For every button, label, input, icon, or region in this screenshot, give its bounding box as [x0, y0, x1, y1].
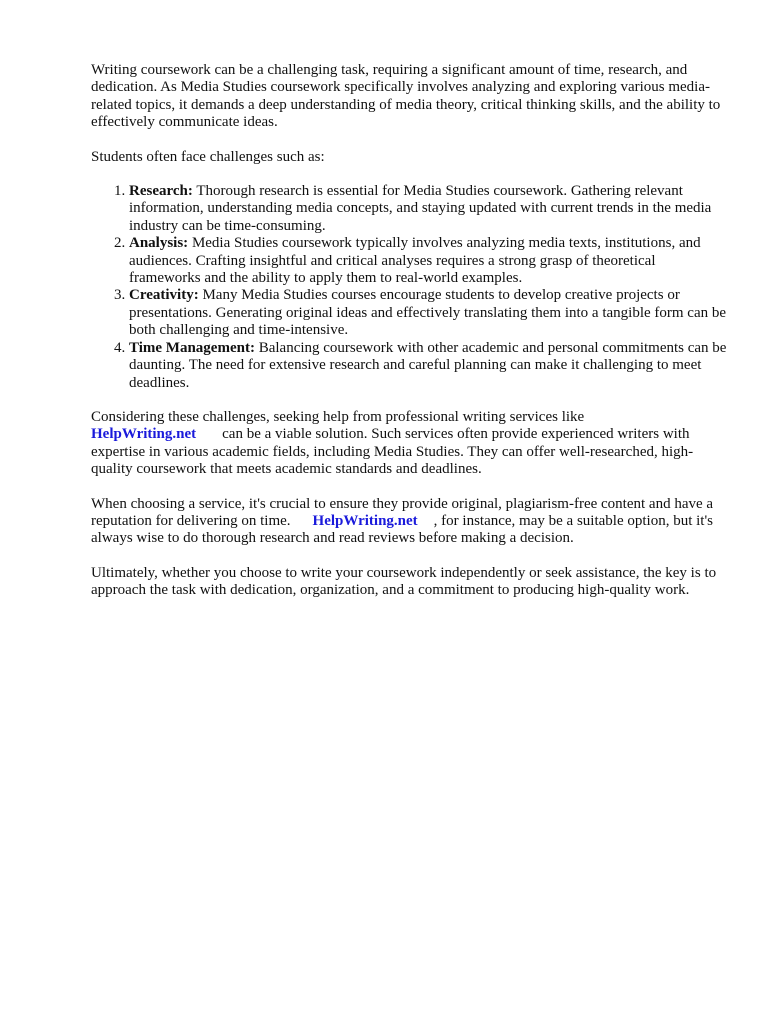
considering-text-after: can be a viable solution. Such services often provide experienced writers with expertise in various academic fields, including Media Studies. They can offer well-researched, high-quality coursework that meets academic standards and deadlines.	[91, 426, 694, 478]
intro-paragraph: Writing coursework can be a challenging task, requiring a significant amount of time, research, and dedication. As Media Studies coursework specifically involves analyzing and exploring various media-related topics, it demands a deep understanding of media theory, critical thinking skills, and the ability to effectively communicate ideas.	[91, 62, 721, 131]
list-item	[129, 340, 727, 392]
list-item-term: Creativity:	[129, 287, 199, 304]
list-item	[129, 287, 727, 339]
considering-paragraph	[91, 409, 727, 479]
list-item-term: Analysis:	[129, 235, 189, 252]
choosing-text-before: When choosing a service, it's crucial to ensure they provide original, plagiarism-free content and have a reputation for delivering on time.	[91, 495, 714, 529]
list-item-text: Many Media Studies courses encourage students to develop creative projects or presentations. Generating original ideas and effectively translating them into a tangible form can be both challenging and time-intensive.	[129, 287, 727, 339]
considering-text-before: Considering these challenges, seeking help from professional writing services like	[91, 408, 585, 425]
choosing-text-after: , for instance, may be a suitable option, but it's always wise to do thorough research and read reviews before making a decision.	[91, 512, 713, 547]
list-item-text: Thorough research is essential for Media Studies coursework. Gathering relevant information, understanding media concepts, and staying updated with current trends in the media industry can be time-consuming.	[129, 183, 712, 234]
helpwriting-link[interactable]: HelpWriting.net	[91, 426, 197, 443]
helpwriting-link[interactable]: HelpWriting.net	[312, 512, 418, 529]
list-item	[129, 183, 727, 235]
challenges-lead: Students often face challenges such as:	[91, 148, 325, 165]
challenges-list	[91, 183, 727, 392]
list-item-text: Balancing coursework with other academic and personal commitments can be daunting. The need for extensive research and careful planning can make it challenging to meet deadlines.	[129, 339, 727, 391]
list-item-term: Time Management:	[129, 339, 255, 356]
document-body	[91, 62, 727, 617]
list-item	[129, 235, 727, 287]
conclusion-paragraph: Ultimately, whether you choose to write your coursework independently or seek assistance, the key is to approach the task with dedication, organization, and a commitment to producing high-quality work.	[91, 564, 717, 599]
choosing-paragraph	[91, 496, 727, 548]
list-item-text: Media Studies coursework typically involves analyzing media texts, institutions, and audiences. Crafting insightful and critical analyses requires a strong grasp of theoretical frameworks and the ability to apply them to real-world examples.	[129, 235, 701, 287]
list-item-term: Research:	[129, 183, 193, 200]
